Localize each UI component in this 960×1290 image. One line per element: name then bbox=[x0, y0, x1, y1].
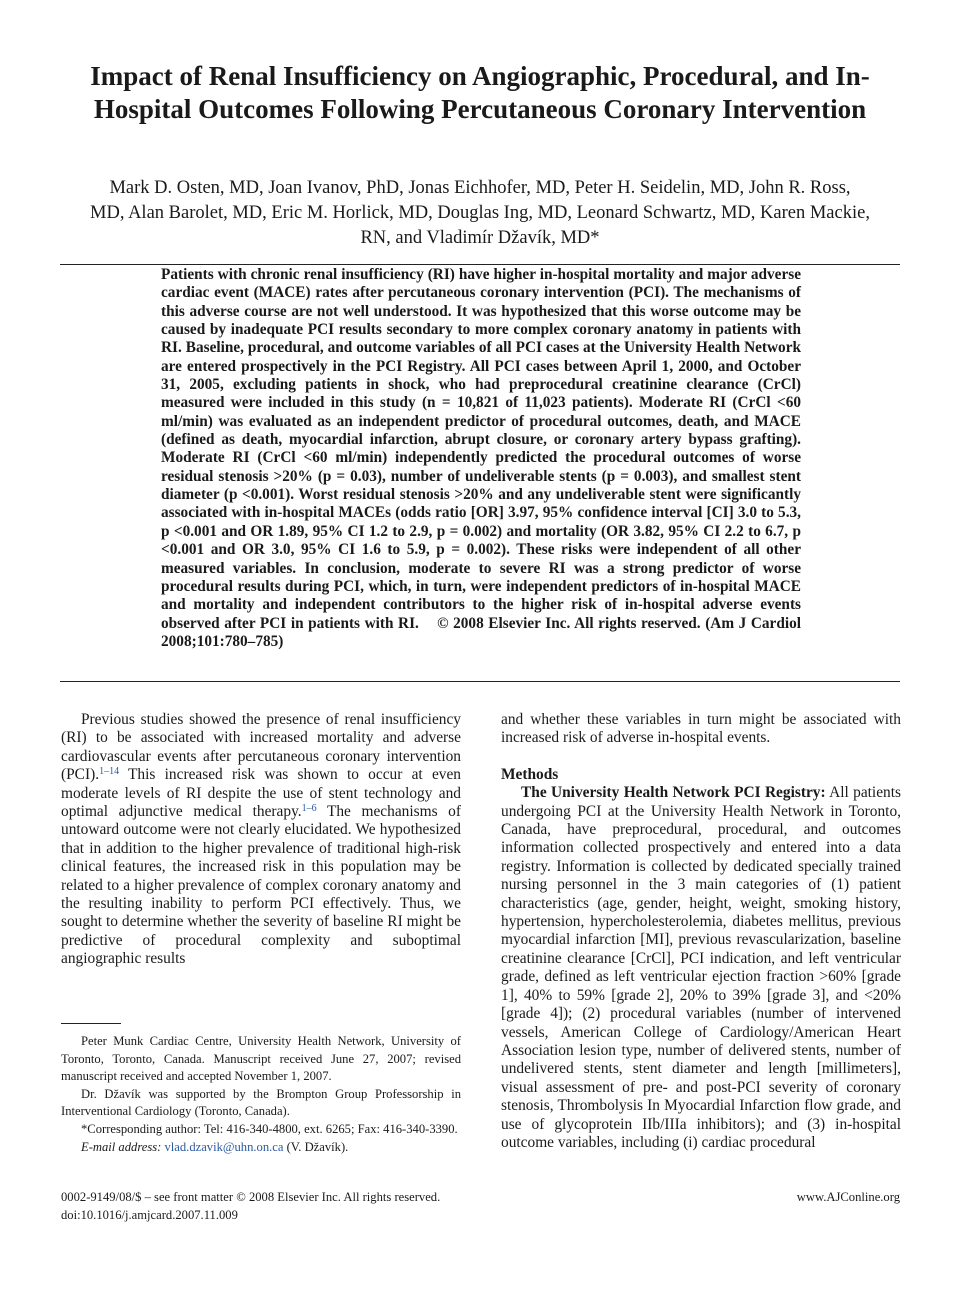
footer-doi: doi:10.1016/j.amjcard.2007.11.009 bbox=[61, 1207, 238, 1222]
intro-paragraph bbox=[61, 711, 461, 969]
footnotes bbox=[61, 1033, 461, 1156]
reference-link-1-6[interactable]: 1–6 bbox=[301, 803, 317, 815]
footnote-rule bbox=[61, 1023, 121, 1024]
email-link[interactable]: vlad.dzavik@uhn.on.ca bbox=[164, 1139, 284, 1154]
abstract-copyright: © 2008 Elsevier Inc. All rights reserved. bbox=[437, 614, 701, 632]
intro-text-2: This increased risk was shown to occur at even moderate levels of RI despite the use of stent technology and optimal adjunctive medical therapy. bbox=[61, 766, 461, 821]
abstract bbox=[161, 266, 801, 651]
footnote-support: Dr. Džavík was supported by the Brompton Group Professorship in Interventional Cardiology (Toronto, Canada). bbox=[61, 1086, 461, 1119]
intro-text-3: The mechanisms of untoward outcome were not clearly elucidated. We hypothesized that in addition to the higher prevalence of traditional high-risk clinical features, the increased risk in this population may be related to a higher prevalence of complex coronary anatomy and the resulting inability to perform PCI effectively. Thus, we sought to determine whether the severity of baseline RI might be predictive of procedural complexity and suboptimal angiographic results bbox=[61, 803, 461, 968]
intro-text-1: Previous studies showed the presence of renal insufficiency (RI) to be associated with increased mortality and adverse cardiovascular events after percutaneous coronary intervention (PCI). bbox=[61, 711, 461, 784]
abstract-top-rule bbox=[60, 264, 900, 265]
footer-left bbox=[61, 1189, 541, 1224]
reference-link-1-14[interactable]: 1–14 bbox=[99, 766, 120, 778]
author-list: Mark D. Osten, MD, Joan Ivanov, PhD, Jonas Eichhofer, MD, Peter H. Seidelin, MD, John R. Ross, MD, Alan Barolet, MD, Eric M. Horlick, MD, Douglas Ing, MD, Leonard Schwartz, MD, Karen Mackie, RN, and Vladimír Džavík, MD* bbox=[90, 178, 870, 248]
footer-website[interactable]: www.AJConline.org bbox=[796, 1190, 900, 1204]
abstract-text: Patients with chronic renal insufficiency (RI) have higher in-hospital mortality and major adverse cardiac event (MACE) rates after percutaneous coronary intervention (PCI). The mechanisms of this adverse course are not well understood. It was hypothesized that this worse outcome may be caused by inadequate PCI results secondary to more complex coronary anatomy in patients with RI. Baseline, procedural, and outcome variables of all PCI cases at the University Health Network are entered prospectively in the PCI Registry. All PCI cases between April 1, 2000, and October 31, 2005, excluding patients in shock, who had preprocedural creatinine clearance (CrCl) measured were included in this study (n = 10,821 of 11,023 patients). Moderate RI (CrCl <60 ml/min) was evaluated as an independent predictor of procedural outcomes, death, and MACE (defined as death, myocardial infarction, abrupt closure, or coronary artery bypass grafting). Moderate RI (CrCl <60 ml/min) independently predicted the procedural outcomes of worse residual stenosis >20% (p = 0.03), number of undeliverable stents (p = 0.003), and smallest stent diameter (p <0.001). Worst residual stenosis >20% and any undeliverable stent were significantly associated with in-hospital MACEs (odds ratio [OR] 3.97, 95% confidence interval [CI] 3.0 to 5.3, p <0.001 and OR 1.89, 95% CI 1.2 to 2.9, p = 0.002) and mortality (OR 3.82, 95% CI 2.2 to 6.7, p <0.001 and OR 3.0, 95% CI 1.6 to 5.9, p = 0.002). These risks were independent of all other measured variables. In conclusion, moderate to severe RI was a strong predictor of worse procedural results during PCI, which, in turn, were independent predictors of in-hospital MACE and mortality and independent contributors to the higher risk of in-hospital adverse events observed after PCI in patients with RI. bbox=[161, 266, 801, 632]
registry-paragraph bbox=[501, 784, 901, 1152]
article-title: Impact of Renal Insufficiency on Angiographic, Procedural, and In-Hospital Outcomes Following Percutaneous Coronary Intervention bbox=[90, 61, 870, 124]
registry-subhead: The University Health Network PCI Registry: bbox=[521, 784, 826, 802]
footnote-affiliation: Peter Munk Cardiac Centre, University Health Network, University of Toronto, Toronto, Canada. Manuscript received June 27, 2007; revised manuscript received and accepted November 1, 2007. bbox=[61, 1034, 461, 1084]
email-label: E-mail address: bbox=[81, 1139, 162, 1154]
footnote-corresponding: *Corresponding author: Tel: 416-340-4800, ext. 6265; Fax: 416-340-3390. bbox=[81, 1121, 458, 1136]
email-suffix: (V. Džavík). bbox=[283, 1139, 349, 1154]
abstract-bottom-rule bbox=[60, 681, 900, 682]
methods-heading: Methods bbox=[501, 765, 559, 783]
footer-issn: 0002-9149/08/$ – see front matter © 2008 Elsevier Inc. All rights reserved. bbox=[61, 1190, 441, 1204]
left-column bbox=[61, 711, 461, 969]
abstract-citation: (Am J Cardiol 2008;101:780–785) bbox=[161, 614, 801, 650]
intro-continuation: and whether these variables in turn might be associated with increased risk of adverse in-hospital events. bbox=[501, 711, 901, 747]
right-column bbox=[501, 711, 901, 1152]
registry-text: All patients undergoing PCI at the University Health Network in Toronto, Canada, have preprocedural, procedural, and outcomes information collected prospectively and entered into a data registry. Information is collected by dedicated specially trained nursing personnel in the 3 main categories of (1) patient characteristics (age, gender, height, weight, smoking history, hypertension, hypercholesterolemia, diabetes mellitus, previous myocardial infarction [MI], previous revascularization, baseline creatinine clearance [CrCl], PCI indication, and left ventricular grade, defined as left ventricular ejection fraction >60% [grade 1], 40% to 59% [grade 2], 20% to 39% [grade 3], and <20% [grade 4]); (2) procedural variables (number of intervened vessels, American College of Cardiology/American Heart Association lesion type, number of delivered stents, number of undelivered stents, stent diameter and length [millimeters], visual assessment of pre- and post-PCI severity of coronary stenosis, Thrombolysis In Myocardial Infarction flow grade, and use of glycoprotein IIb/IIIa inhibitors); and (3) in-hospital outcome variables, including (i) cardiac procedural bbox=[501, 784, 901, 1151]
footnote-email bbox=[61, 1139, 461, 1157]
